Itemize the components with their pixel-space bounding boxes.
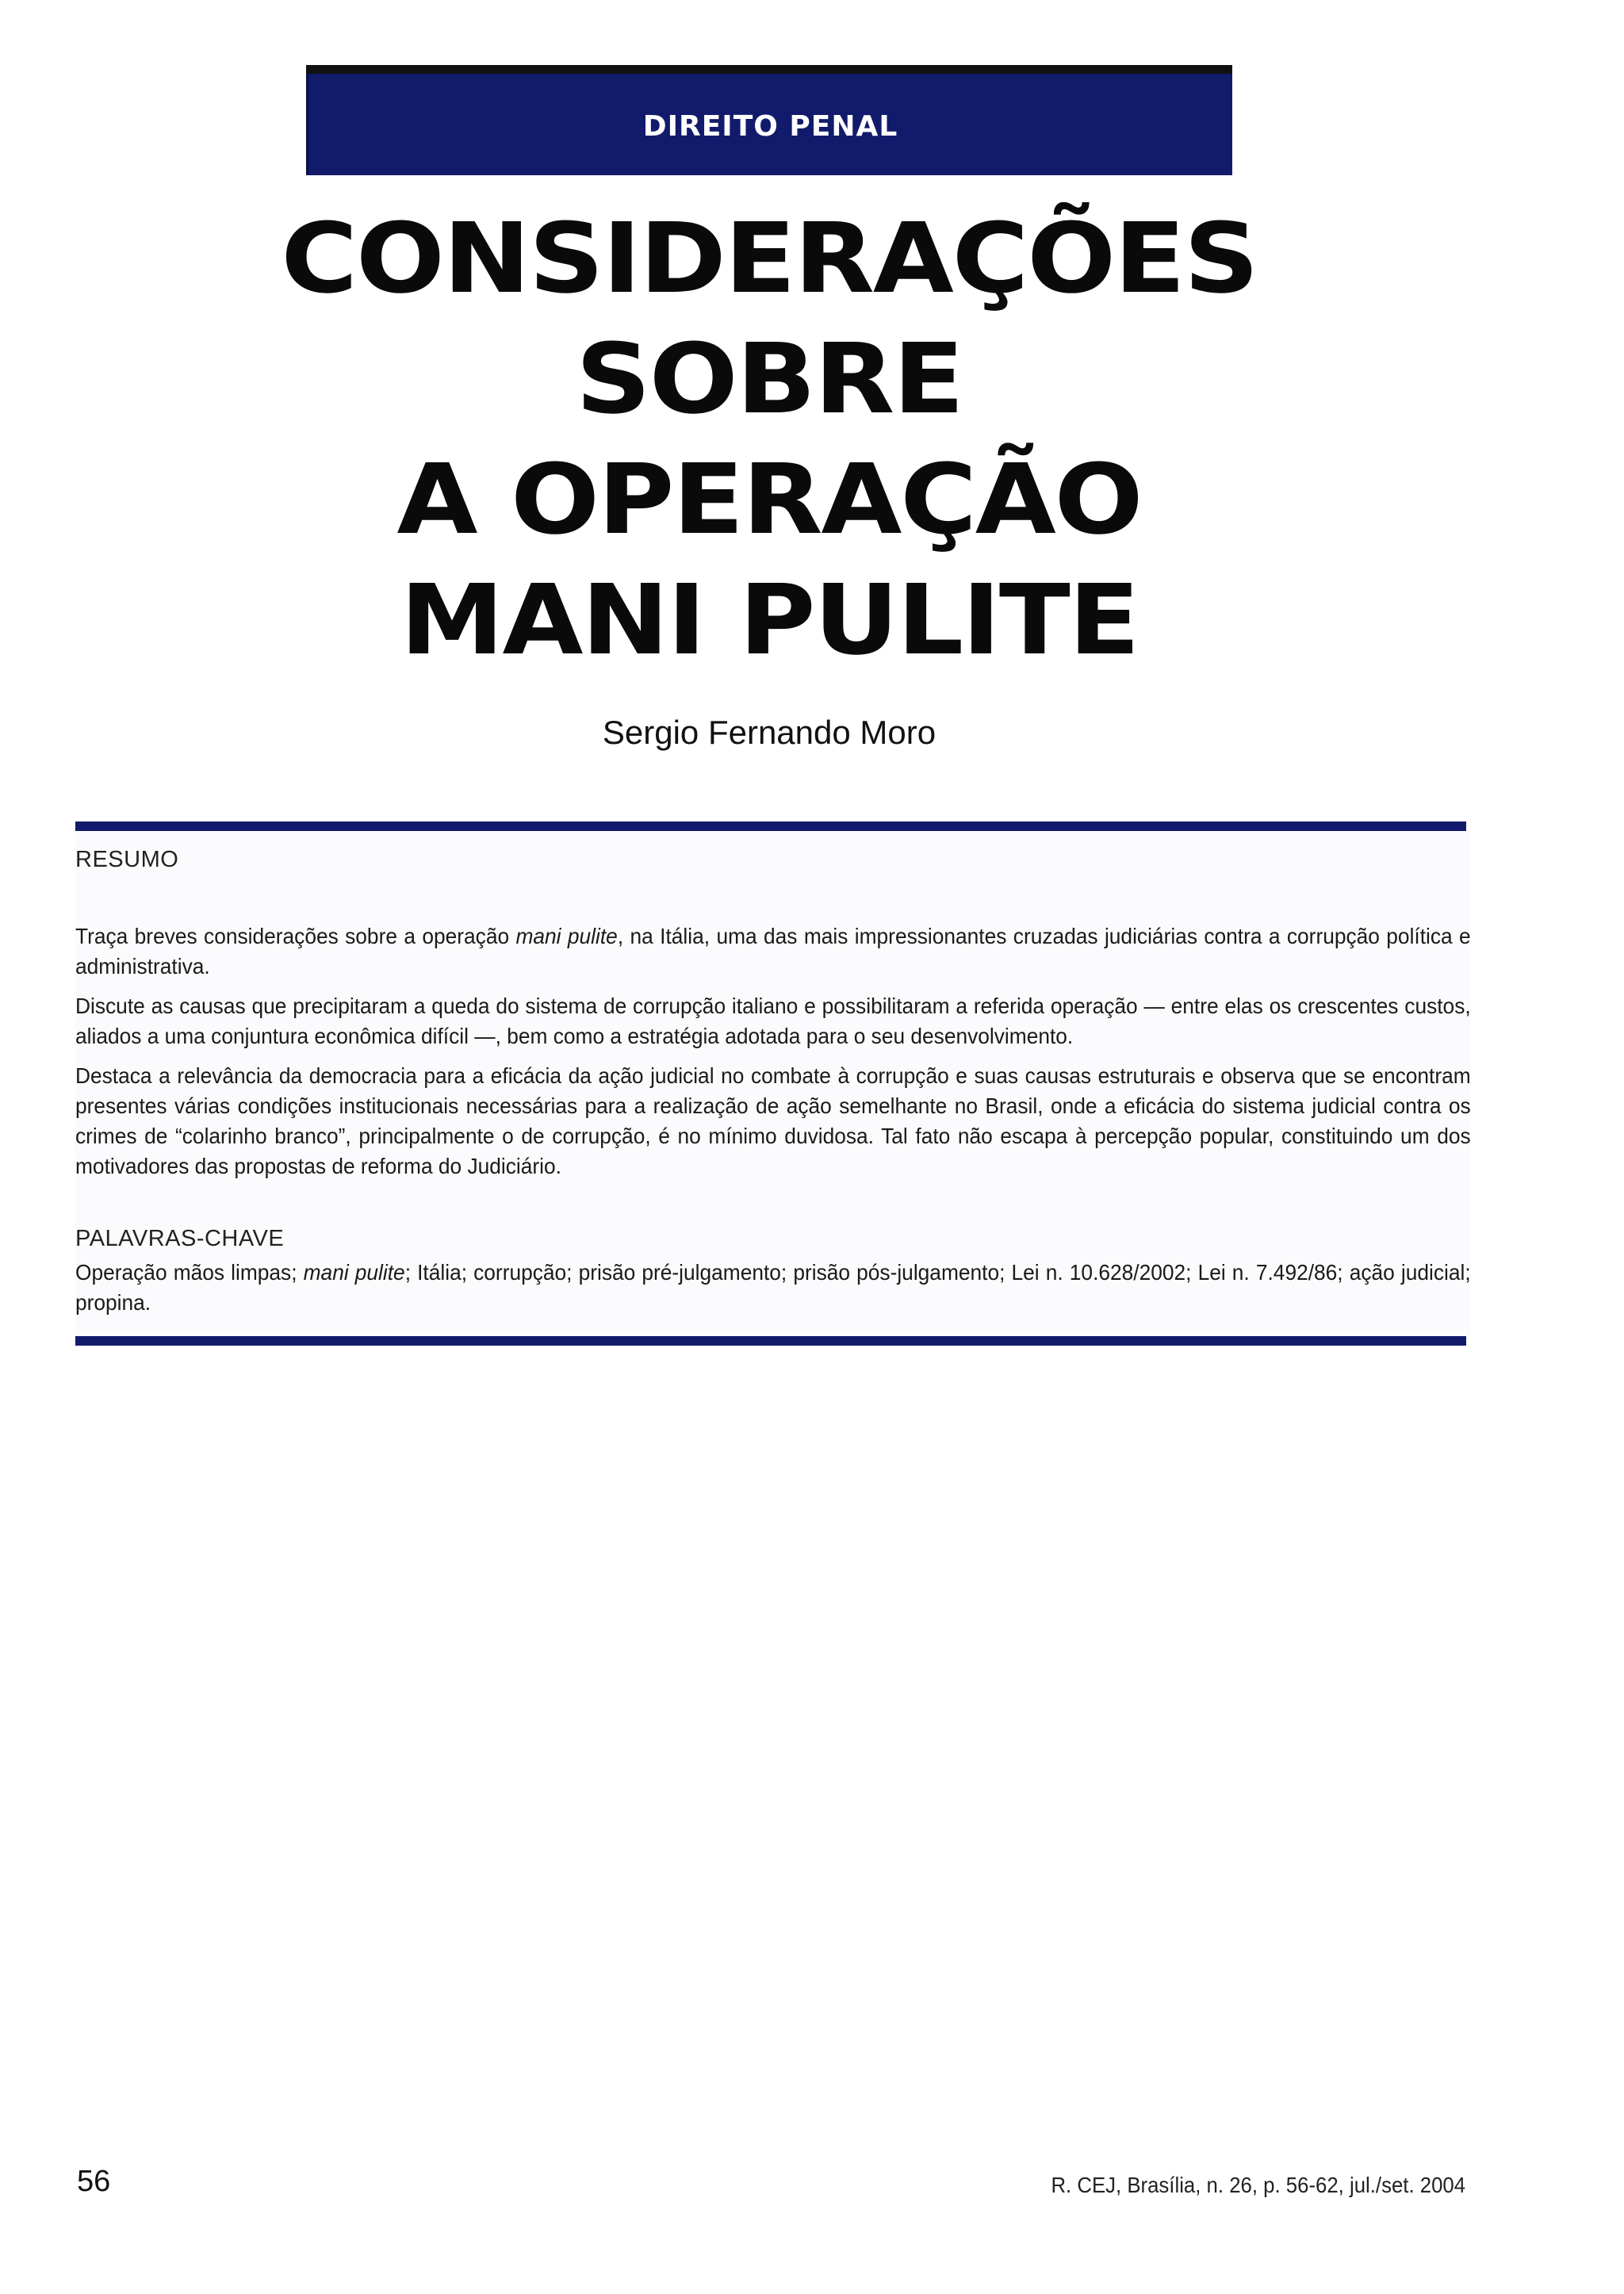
text-run: ; Itália; corrupção; prisão pré-julgamento; prisão pós-julgamento; Lei n. 10.628/2002; Lei n. 7.492/86; ação judicial; propina.: [75, 1260, 1471, 1315]
abstract-top-rule: [75, 821, 1466, 831]
title-line: SOBRE: [575, 323, 963, 435]
abstract-heading: RESUMO: [75, 847, 179, 872]
keywords-list: [75, 1258, 1471, 1318]
journal-citation: R. CEJ, Brasília, n. 26, p. 56-62, jul./set. 2004: [1051, 2173, 1465, 2197]
section-header-top-rule: [306, 65, 1232, 74]
abstract-box: [75, 831, 1471, 1336]
italic-term: mani pulite: [303, 1260, 405, 1285]
text-run: Traça breves considerações sobre a operação: [75, 924, 516, 948]
abstract-paragraph: Discute as causas que precipitaram a queda do sistema de corrupção italiano e possibilitaram a referida operação — entre elas os crescentes custos, aliados a uma conjuntura econômica difícil —, bem como a estratégia adotada para o seu desenvolvimento.: [75, 994, 1471, 1048]
text-run: , na Itália, uma das mais impressionantes cruzadas judiciárias contra a corrupção política e administrativa.: [75, 924, 1471, 978]
keywords-heading: PALAVRAS-CHAVE: [75, 1226, 285, 1251]
title-line: A OPERAÇÃO: [396, 443, 1142, 556]
abstract-paragraph: Destaca a relevância da democracia para a eficácia da ação judicial no combate à corrupção e suas causas estruturais e observa que se encontram presentes várias condições institucionais necessárias para a realização de ação semelhante no Brasil, onde a eficácia do sistema judicial contra os crimes de “colarinho branco”, principalmente o de corrupção, é no mínimo duvidosa. Tal fato não escapa à percepção popular, constituindo um dos motivadores das propostas de reforma do Judiciário.: [75, 1063, 1471, 1178]
section-label: DIREITO PENAL: [642, 110, 898, 143]
abstract-paragraph: [75, 921, 1471, 982]
article-title: [269, 198, 1269, 680]
title-line: CONSIDERAÇÕES: [281, 202, 1258, 315]
author-name: Sergio Fernando Moro: [602, 714, 936, 751]
section-header-bar: [306, 74, 1232, 175]
title-line: MANI PULITE: [400, 564, 1139, 676]
text-run: Operação mãos limpas;: [75, 1260, 304, 1285]
abstract-bottom-rule: [75, 1336, 1466, 1346]
italic-term: mani pulite: [515, 924, 618, 948]
page-number: 56: [77, 2165, 111, 2198]
